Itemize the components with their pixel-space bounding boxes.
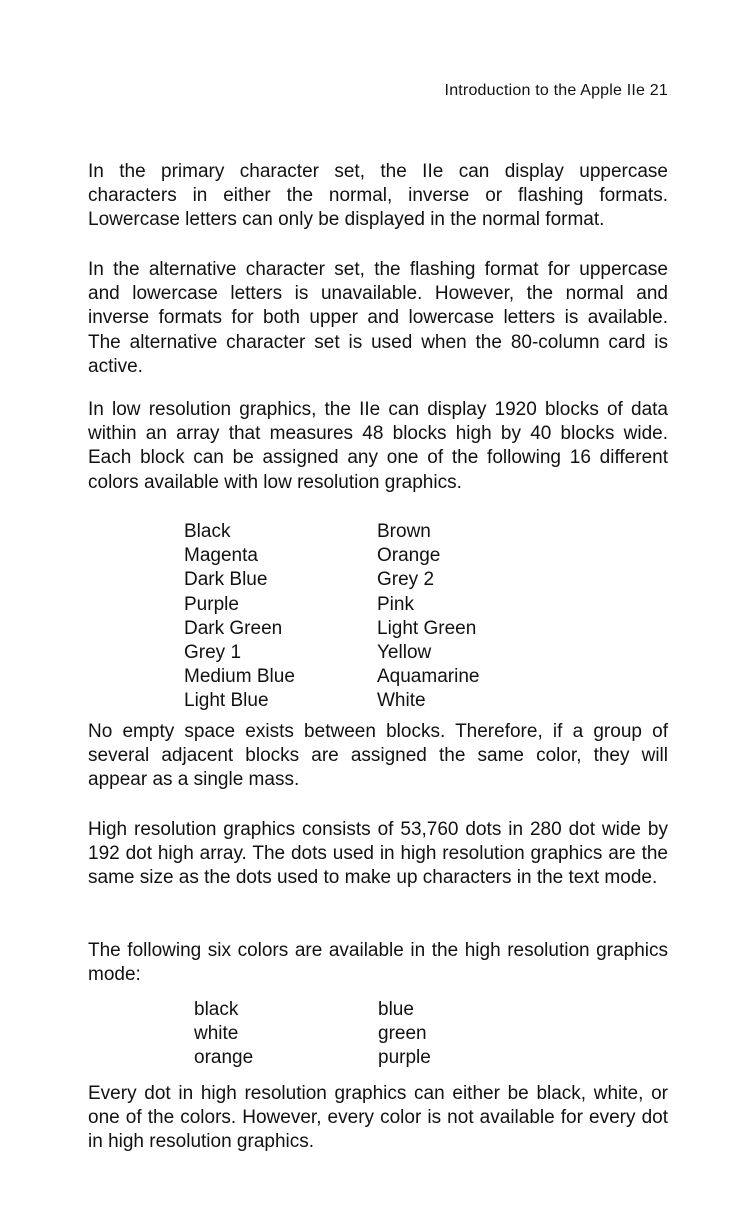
color-item: purple — [378, 1047, 431, 1069]
color-item: Black — [184, 521, 231, 542]
color-item: orange — [194, 1047, 254, 1069]
color-item: Brown — [377, 521, 431, 542]
paragraph-primary-character-set: In the primary character set, the IIe can display uppercase characters in either the normal, inverse or flashing formats. Lowercase letters can only be displayed in the normal format. — [88, 161, 668, 231]
low-res-color-column-right — [377, 520, 479, 714]
color-item: Pink — [377, 593, 414, 615]
high-res-color-column-right — [378, 998, 431, 1071]
color-item: Orange — [377, 545, 441, 567]
high-res-color-column-left — [194, 998, 253, 1071]
color-item: Magenta — [184, 545, 258, 567]
low-res-color-column-left — [184, 520, 295, 714]
paragraph-high-resolution-graphics: High resolution graphics consists of 53,760 dots in 280 dot wide by 192 dot high array. The dots used in high resolution graphics are the same size as the dots used to make up characters in the text mode. — [88, 819, 668, 889]
running-header: Introduction to the Apple IIe 21 — [444, 82, 668, 99]
paragraph-six-colors-intro: The following six colors are available in the high resolution graphics mode: — [88, 940, 668, 986]
paragraph-every-dot: Every dot in high resolution graphics can either be black, white, or one of the colors. However, every color is not available for every dot in high resolution graphics. — [88, 1083, 668, 1153]
color-item: Purple — [184, 593, 239, 615]
color-item: Grey 1 — [184, 641, 242, 663]
paragraph-low-resolution-graphics: In low resolution graphics, the IIe can display 1920 blocks of data within an array that measures 48 blocks high by 40 blocks wide. Each block can be assigned any one of the following 16 different colors available with low resolution graphics. — [88, 399, 668, 493]
color-item: Dark Blue — [184, 569, 268, 591]
color-item: green — [378, 1023, 427, 1045]
paragraph-no-empty-space: No empty space exists between blocks. Therefore, if a group of several adjacent blocks are assigned the same color, they will appear as a single mass. — [88, 721, 668, 791]
color-item: Yellow — [377, 641, 432, 663]
color-item: Medium Blue — [184, 666, 295, 688]
color-item: black — [194, 999, 239, 1020]
color-item: White — [377, 690, 426, 712]
color-item: Aquamarine — [377, 666, 480, 688]
color-item: white — [194, 1023, 239, 1045]
color-item: Light Green — [377, 617, 477, 639]
color-item: Dark Green — [184, 617, 283, 639]
color-item: Grey 2 — [377, 569, 435, 591]
color-item: blue — [378, 999, 414, 1020]
color-item: Light Blue — [184, 690, 269, 712]
paragraph-alternative-character-set: In the alternative character set, the flashing format for uppercase and lowercase letters is unavailable. However, the normal and inverse formats for both upper and lowercase letters is available. The alternative character set is used when the 80-column card is active. — [88, 259, 668, 377]
